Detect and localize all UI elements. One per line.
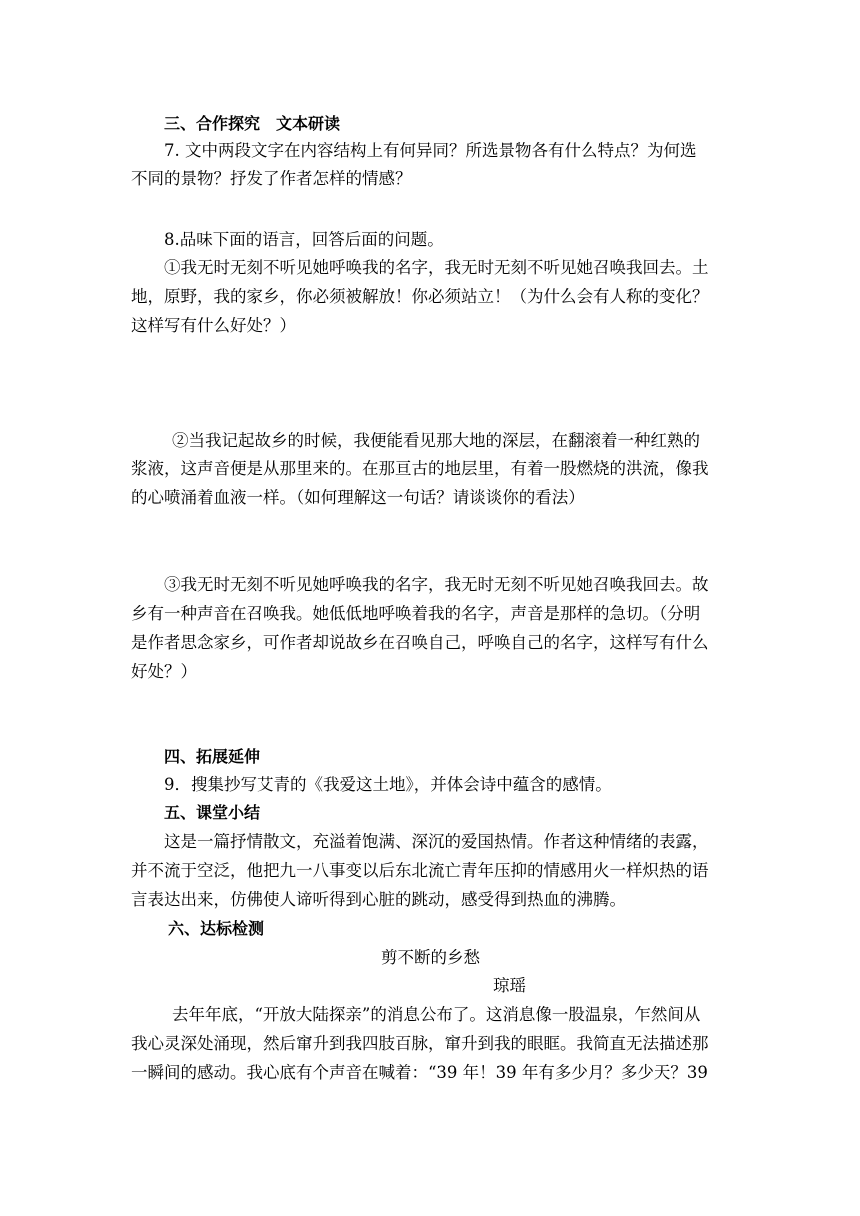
question-8-item-1-line-3: 这样写有什么好处？）: [131, 316, 296, 335]
question-7-line-1: 7. 文中两段文字在内容结构上有何异同？所选景物各有什么特点？为何选: [164, 141, 697, 160]
essay-title: 剪不断的乡愁: [381, 948, 480, 967]
question-8-item-2-line-1: ②当我记起故乡的时候，我便能看见那大地的深层，在翻滚着一种红熟的: [172, 431, 700, 450]
question-8-item-2-line-2: 浆液，这声音便是从那里来的。在那亘古的地层里，有着一股燃烧的洪流，像我: [131, 459, 709, 478]
section-4-heading: 四、拓展延伸: [164, 747, 261, 766]
question-8-item-2-line-3: 的心喷涌着血液一样。（如何理解这一句话？请谈谈你的看法）: [131, 488, 585, 507]
question-8-item-3-line-1: ③我无时无刻不听见她呼唤我的名字，我无时无刻不听见她召唤我回去。故: [164, 575, 709, 594]
question-8-item-3-line-4: 好处？）: [131, 662, 197, 681]
question-8-prompt: 8.品味下面的语言，回答后面的问题。: [164, 230, 444, 249]
essay-author: 琼瑶: [493, 976, 526, 995]
question-8-item-1-line-2: 地，原野，我的家乡，你必须被解放！你必须站立！（为什么会有人称的变化？: [131, 287, 709, 306]
question-8-item-3-line-2: 乡有一种声音在召唤我。她低低地呼唤着我的名字，声音是那样的急切。（分明: [131, 604, 701, 623]
question-8-item-1-line-1: ①我无时无刻不听见她呼唤我的名字，我无时无刻不听见她召唤我回去。土: [164, 258, 709, 277]
essay-line-3: 一瞬间的感动。我心底有个声音在喊着：“39 年！39 年有多少月？多少天？39: [131, 1063, 708, 1082]
question-9: 9．搜集抄写艾青的《我爱这土地》，并体会诗中蕴含的感情。: [164, 775, 612, 794]
summary-line-1: 这是一篇抒情散文，充溢着饱满、深沉的爱国热情。作者这种情绪的表露，: [164, 832, 709, 851]
section-5-heading: 五、课堂小结: [164, 803, 261, 822]
section-6-heading: 六、达标检测: [168, 919, 265, 938]
summary-line-3: 言表达出来，仿佛使人谛听得到心脏的跳动，感受得到热血的沸腾。: [131, 890, 626, 909]
summary-line-2: 并不流于空泛，他把九一八事变以后东北流亡青年压抑的情感用火一样炽热的语: [131, 861, 709, 880]
question-7-line-2: 不同的景物？抒发了作者怎样的情感？: [131, 169, 412, 188]
question-8-item-3-line-3: 是作者思念家乡，可作者却说故乡在召唤自己，呼唤自己的名字，这样写有什么: [131, 633, 709, 652]
section-3-heading: 三、合作探究 文本研读: [164, 114, 341, 133]
essay-line-1: 去年年底，“开放大陆探亲”的消息公布了。这消息像一股温泉，乍然间从: [172, 1005, 701, 1024]
essay-line-2: 我心灵深处涌现，然后窜升到我四肢百脉，窜升到我的眼眶。我简直无法描述那: [131, 1034, 709, 1053]
